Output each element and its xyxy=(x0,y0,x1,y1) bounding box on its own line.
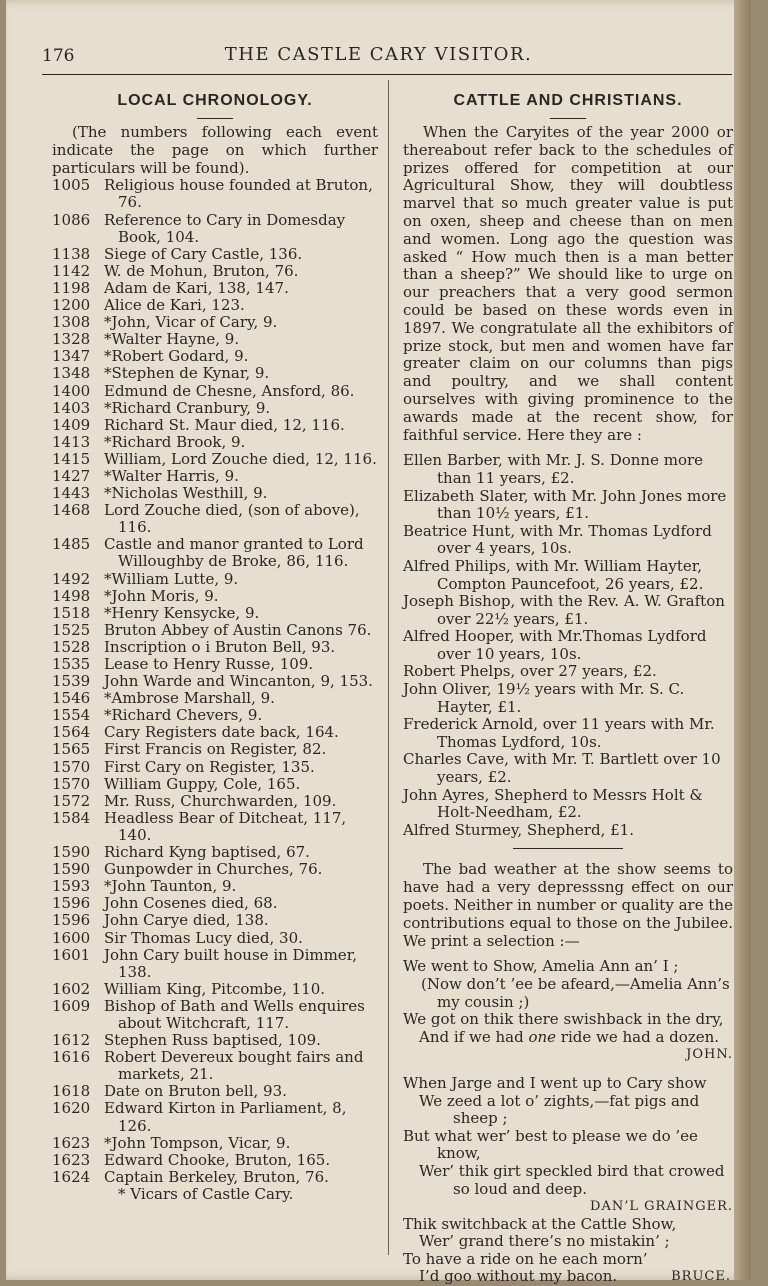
entry-year: 1570 xyxy=(52,757,91,776)
poem-signature: JOHN. xyxy=(686,1047,733,1063)
chronology-list xyxy=(52,177,378,1186)
entry-text: Religious house founded at Bruton, 76. xyxy=(104,176,373,212)
entry-text: *Richard Cranbury, 9. xyxy=(104,398,271,417)
chronology-entry xyxy=(52,622,378,639)
chronology-entry xyxy=(52,246,378,263)
entry-year: 1400 xyxy=(52,381,91,400)
poem-signature: DAN’L GRAINGER. xyxy=(590,1199,733,1215)
entry-year: 1525 xyxy=(52,620,91,639)
chronology-entry xyxy=(52,741,378,758)
chronology-entry xyxy=(52,314,378,331)
weather-paragraph: The bad weather at the show seems to have had a very depresssng effect on our poets. Neither in number or quality are the contributions equal to those on the Jubilee. We print a selection :— xyxy=(403,860,733,950)
chronology-entry xyxy=(52,468,378,485)
entry-text: Castle and manor granted to Lord Willoughby de Broke, 86, 116. xyxy=(104,535,364,571)
entry-year: 1546 xyxy=(52,689,91,708)
award-entry: Joseph Bishop, with the Rev. A. W. Grafton over 22½ years, £1. xyxy=(403,592,725,628)
entry-year: 1518 xyxy=(52,603,91,622)
chronology-entry xyxy=(52,724,378,741)
entry-year: 1616 xyxy=(52,1048,91,1067)
entry-year: 1498 xyxy=(52,586,91,605)
chronology-entry xyxy=(52,759,378,776)
poem-line: We got on thik there swishback in the dry, xyxy=(403,1010,724,1029)
chronology-entry xyxy=(52,844,378,861)
chronology-intro: (The numbers following each event indicate the page on which further particulars will be found). xyxy=(52,123,378,177)
entry-year: 1554 xyxy=(52,706,91,725)
chronology-entry xyxy=(52,1083,378,1100)
title-rule xyxy=(197,118,233,119)
chronology-footnote: * Vicars of Castle Cary. xyxy=(118,1184,294,1203)
chronology-entry xyxy=(52,348,378,365)
poem-line: But what wer’ best to please we do ’ee know, xyxy=(403,1126,698,1163)
entry-year: 1328 xyxy=(52,330,91,349)
entry-text: Edward Chooke, Bruton, 165. xyxy=(104,1150,331,1169)
entry-year: 1198 xyxy=(52,278,91,297)
chronology-entry xyxy=(52,981,378,998)
chronology-entry xyxy=(52,1032,378,1049)
entry-year: 1570 xyxy=(52,774,91,793)
entry-text: *Henry Kensycke, 9. xyxy=(104,603,260,622)
entry-text: *Walter Harris, 9. xyxy=(104,466,239,485)
cattle-title: CATTLE AND CHRISTIANS. xyxy=(453,92,683,109)
entry-year: 1200 xyxy=(52,296,91,315)
entry-text: William King, Pitcombe, 110. xyxy=(104,979,326,998)
entry-text: William, Lord Zouche died, 12, 116. xyxy=(104,449,377,468)
chronology-entry xyxy=(52,588,378,605)
chronology-entry xyxy=(52,707,378,724)
entry-year: 1572 xyxy=(52,791,91,810)
chronology-entry xyxy=(52,690,378,707)
entry-year: 1427 xyxy=(52,466,91,485)
entry-year: 1308 xyxy=(52,313,91,332)
poem-line xyxy=(403,1268,733,1286)
chronology-column xyxy=(52,90,378,1203)
entry-text: Lord Zouche died, (son of above), 116. xyxy=(104,501,360,537)
entry-year: 1590 xyxy=(52,860,91,879)
running-header xyxy=(6,44,751,74)
poem-line: We zeed a lot o’ zights,—fat pigs and sheep ; xyxy=(419,1091,700,1128)
chronology-entry xyxy=(52,1152,378,1169)
poem-line: To have a ride on he each morn’ xyxy=(403,1249,648,1268)
entry-text: Date on Bruton bell, 93. xyxy=(104,1082,287,1101)
entry-text: Robert Devereux bought fairs and markets, 21. xyxy=(104,1048,364,1084)
entry-year: 1612 xyxy=(52,1031,91,1050)
entry-text: *Ambrose Marshall, 9. xyxy=(104,689,275,708)
poem-text: And if we had xyxy=(419,1027,529,1046)
poem-text: I’d goo without my bacon. xyxy=(419,1267,618,1286)
chronology-entry xyxy=(52,947,378,981)
entry-text: Bishop of Bath and Wells enquires about Witchcraft, 117. xyxy=(104,996,365,1032)
entry-text: Captain Berkeley, Bruton, 76. xyxy=(104,1167,329,1186)
entry-text: John Cary built house in Dimmer, 138. xyxy=(104,945,357,981)
entry-text: First Francis on Register, 82. xyxy=(104,740,327,759)
entry-text: Gunpowder in Churches, 76. xyxy=(104,860,323,879)
entry-year: 1142 xyxy=(52,261,91,280)
award-entry: Alfred Sturmey, Shepherd, £1. xyxy=(403,820,634,839)
entry-text: John Carye died, 138. xyxy=(104,911,269,930)
chronology-entry xyxy=(52,297,378,314)
entry-text: *Walter Hayne, 9. xyxy=(104,330,240,349)
poem-line xyxy=(403,1029,733,1047)
poem-line: When Jarge and I went up to Cary show xyxy=(403,1073,707,1092)
chronology-entry xyxy=(52,434,378,451)
entry-text: Siege of Cary Castle, 136. xyxy=(104,244,303,263)
chronology-entry xyxy=(52,656,378,673)
award-entry: Alfred Philips, with Mr. William Hayter, Compton Pauncefoot, 26 years, £2. xyxy=(403,556,704,593)
cattle-column xyxy=(403,90,733,1286)
column-divider xyxy=(388,80,389,1255)
chronology-entry xyxy=(52,1169,378,1186)
entry-text: *Nicholas Westhill, 9. xyxy=(104,484,268,503)
entry-text: Richard Kyng baptised, 67. xyxy=(104,843,310,862)
chronology-entry xyxy=(52,1135,378,1152)
entry-year: 1535 xyxy=(52,655,91,674)
poem-john xyxy=(403,958,733,1064)
entry-year: 1413 xyxy=(52,432,91,451)
entry-text: *Richard Brook, 9. xyxy=(104,432,246,451)
entry-year: 1348 xyxy=(52,364,91,383)
chronology-entry xyxy=(52,502,378,536)
chronology-entry xyxy=(52,177,378,211)
entry-year: 1618 xyxy=(52,1082,91,1101)
entry-year: 1086 xyxy=(52,210,91,229)
award-entry: John Ayres, Shepherd to Messrs Holt & Holt-Needham, £2. xyxy=(403,785,703,822)
chronology-entry xyxy=(52,263,378,280)
entry-year: 1593 xyxy=(52,877,91,896)
entry-text: Edward Kirton in Parliament, 8, 126. xyxy=(104,1099,347,1135)
entry-text: Bruton Abbey of Austin Canons 76. xyxy=(104,620,372,639)
title-rule xyxy=(550,118,586,119)
section-rule xyxy=(513,848,623,849)
chronology-entry xyxy=(52,861,378,878)
entry-text: Adam de Kari, 138, 147. xyxy=(104,278,289,297)
chronology-entry xyxy=(52,1100,378,1134)
entry-text: John Cosenes died, 68. xyxy=(104,894,278,913)
entry-text: *Robert Godard, 9. xyxy=(104,347,249,366)
entry-year: 1005 xyxy=(52,176,91,195)
entry-year: 1492 xyxy=(52,569,91,588)
chronology-entry xyxy=(52,793,378,810)
chronology-entry xyxy=(52,930,378,947)
award-entry: Alfred Hooper, with Mr.Thomas Lydford over 10 years, 10s. xyxy=(403,627,707,663)
entry-text: Richard St. Maur died, 12, 116. xyxy=(104,415,345,434)
poem-line: Wer’ thik girt speckled bird that crowed so loud and deep. xyxy=(419,1161,725,1198)
chronology-title: LOCAL CHRONOLOGY. xyxy=(117,92,313,109)
chronology-entry xyxy=(52,485,378,502)
entry-text: *Stephen de Kynar, 9. xyxy=(104,364,270,383)
chronology-entry xyxy=(52,365,378,382)
entry-year: 1602 xyxy=(52,979,91,998)
poem-line: Wer’ grand there’s no mistakin’ ; xyxy=(419,1232,670,1251)
header-rule xyxy=(42,74,732,75)
entry-year: 1623 xyxy=(52,1133,91,1152)
entry-year: 1600 xyxy=(52,928,91,947)
entry-year: 1565 xyxy=(52,740,91,759)
poem-line: We went to Show, Amelia Ann an’ I ; xyxy=(403,957,679,976)
chronology-entry xyxy=(52,571,378,588)
entry-year: 1403 xyxy=(52,398,91,417)
entry-text: Inscription o i Bruton Bell, 93. xyxy=(104,637,336,656)
award-entry: Robert Phelps, over 27 years, £2. xyxy=(403,662,657,681)
chronology-entry xyxy=(52,212,378,246)
entry-year: 1347 xyxy=(52,347,91,366)
chronology-entry xyxy=(52,331,378,348)
chronology-entry xyxy=(52,1049,378,1083)
entry-text: *John Taunton, 9. xyxy=(104,877,237,896)
entry-text: Sir Thomas Lucy died, 30. xyxy=(104,928,303,947)
entry-year: 1590 xyxy=(52,843,91,862)
entry-year: 1596 xyxy=(52,894,91,913)
entry-text: *John Moris, 9. xyxy=(104,586,219,605)
chronology-entry xyxy=(52,536,378,570)
chronology-entry xyxy=(52,280,378,297)
chronology-entry xyxy=(52,639,378,656)
award-entry: Ellen Barber, with Mr. J. S. Donne more than 11 years, £2. xyxy=(403,451,704,487)
entry-year: 1138 xyxy=(52,244,91,263)
entry-text: Alice de Kari, 123. xyxy=(104,296,245,315)
page-number: 176 xyxy=(42,46,75,66)
chronology-entry xyxy=(52,912,378,929)
award-entry: Beatrice Hunt, with Mr. Thomas Lydford over 4 years, 10s. xyxy=(403,521,712,558)
entry-year: 1596 xyxy=(52,911,91,930)
entry-text: Edmund de Chesne, Ansford, 86. xyxy=(104,381,355,400)
chronology-entry xyxy=(52,776,378,793)
entry-year: 1620 xyxy=(52,1099,91,1118)
page xyxy=(6,0,751,1286)
chronology-entry xyxy=(52,998,378,1032)
poem-emphasis: one xyxy=(528,1027,557,1046)
entry-year: 1415 xyxy=(52,449,91,468)
chronology-entry xyxy=(52,895,378,912)
award-entry: Charles Cave, with Mr. T. Bartlett over 10 years, £2. xyxy=(403,750,721,787)
entry-text: William Guppy, Cole, 165. xyxy=(104,774,301,793)
entry-text: *William Lutte, 9. xyxy=(104,569,239,588)
entry-text: Mr. Russ, Churchwarden, 109. xyxy=(104,791,337,810)
entry-year: 1609 xyxy=(52,996,91,1015)
chronology-entry xyxy=(52,451,378,468)
journal-title: THE CASTLE CARY VISITOR. xyxy=(224,44,533,65)
entry-text: Lease to Henry Russe, 109. xyxy=(104,655,314,674)
chronology-entry xyxy=(52,417,378,434)
entry-text: *John Tompson, Vicar, 9. xyxy=(104,1133,291,1152)
entry-text: Cary Registers date back, 164. xyxy=(104,723,339,742)
entry-text: W. de Mohun, Bruton, 76. xyxy=(104,261,299,280)
poem-bruce xyxy=(403,1216,733,1286)
entry-text: John Warde and Wincanton, 9, 153. xyxy=(104,672,373,691)
chronology-entry xyxy=(52,605,378,622)
chronology-entry xyxy=(52,383,378,400)
entry-text: Stephen Russ baptised, 109. xyxy=(104,1031,321,1050)
award-entry: John Oliver, 19½ years with Mr. S. C. Hayter, £1. xyxy=(403,680,685,716)
cattle-intro-paragraph: When the Caryites of the year 2000 or thereabout refer back to the schedules of prizes offered for competition at our Agricultural Show, they will doubtless marvel that so much greater value is put on oxen, sheep and cheese than on men and women. Long ago the question was asked “ How much then is a man better than a sheep?” We should like to urge on our preachers that a very good sermon could be based on these words even in 1897. We congratulate all the exhibitors of prize stock, but men and women have far greater claim on our columns than pigs and poultry, and we shall content ourselves with giving prominence to the awards made at the recent show, for faithful service. Here they are : xyxy=(403,123,733,444)
poem-danl-grainger xyxy=(403,1075,733,1216)
chronology-entry xyxy=(52,878,378,895)
entry-year: 1623 xyxy=(52,1150,91,1169)
entry-year: 1539 xyxy=(52,672,91,691)
poem-signature: BRUCE. xyxy=(671,1269,731,1285)
poem-line: Thik switchback at the Cattle Show, xyxy=(403,1214,677,1233)
chronology-entry xyxy=(52,673,378,690)
entry-text: Reference to Cary in Domesday Book, 104. xyxy=(104,210,346,246)
awards-list xyxy=(403,452,733,839)
entry-year: 1528 xyxy=(52,637,91,656)
chronology-entry xyxy=(52,400,378,417)
entry-year: 1601 xyxy=(52,945,91,964)
entry-year: 1584 xyxy=(52,808,91,827)
entry-year: 1624 xyxy=(52,1167,91,1186)
entry-year: 1443 xyxy=(52,484,91,503)
entry-year: 1468 xyxy=(52,501,91,520)
page-edge xyxy=(734,0,751,1280)
entry-text: Headless Bear of Ditcheat, 117, 140. xyxy=(104,808,347,844)
poem-line: (Now don’t ’ee be afeard,—Amelia Ann’s my cousin ;) xyxy=(421,974,730,1011)
entry-text: *Richard Chevers, 9. xyxy=(104,706,263,725)
entry-year: 1564 xyxy=(52,723,91,742)
entry-year: 1485 xyxy=(52,535,91,554)
award-entry: Elizabeth Slater, with Mr. John Jones more than 10½ years, £1. xyxy=(403,486,727,523)
entry-text: *John, Vicar of Cary, 9. xyxy=(104,313,278,332)
entry-year: 1409 xyxy=(52,415,91,434)
chronology-entry xyxy=(52,810,378,844)
poem-text: ride we had a dozen. xyxy=(556,1027,720,1046)
award-entry: Frederick Arnold, over 11 years with Mr. Thomas Lydford, 10s. xyxy=(403,715,715,751)
entry-text: First Cary on Register, 135. xyxy=(104,757,315,776)
